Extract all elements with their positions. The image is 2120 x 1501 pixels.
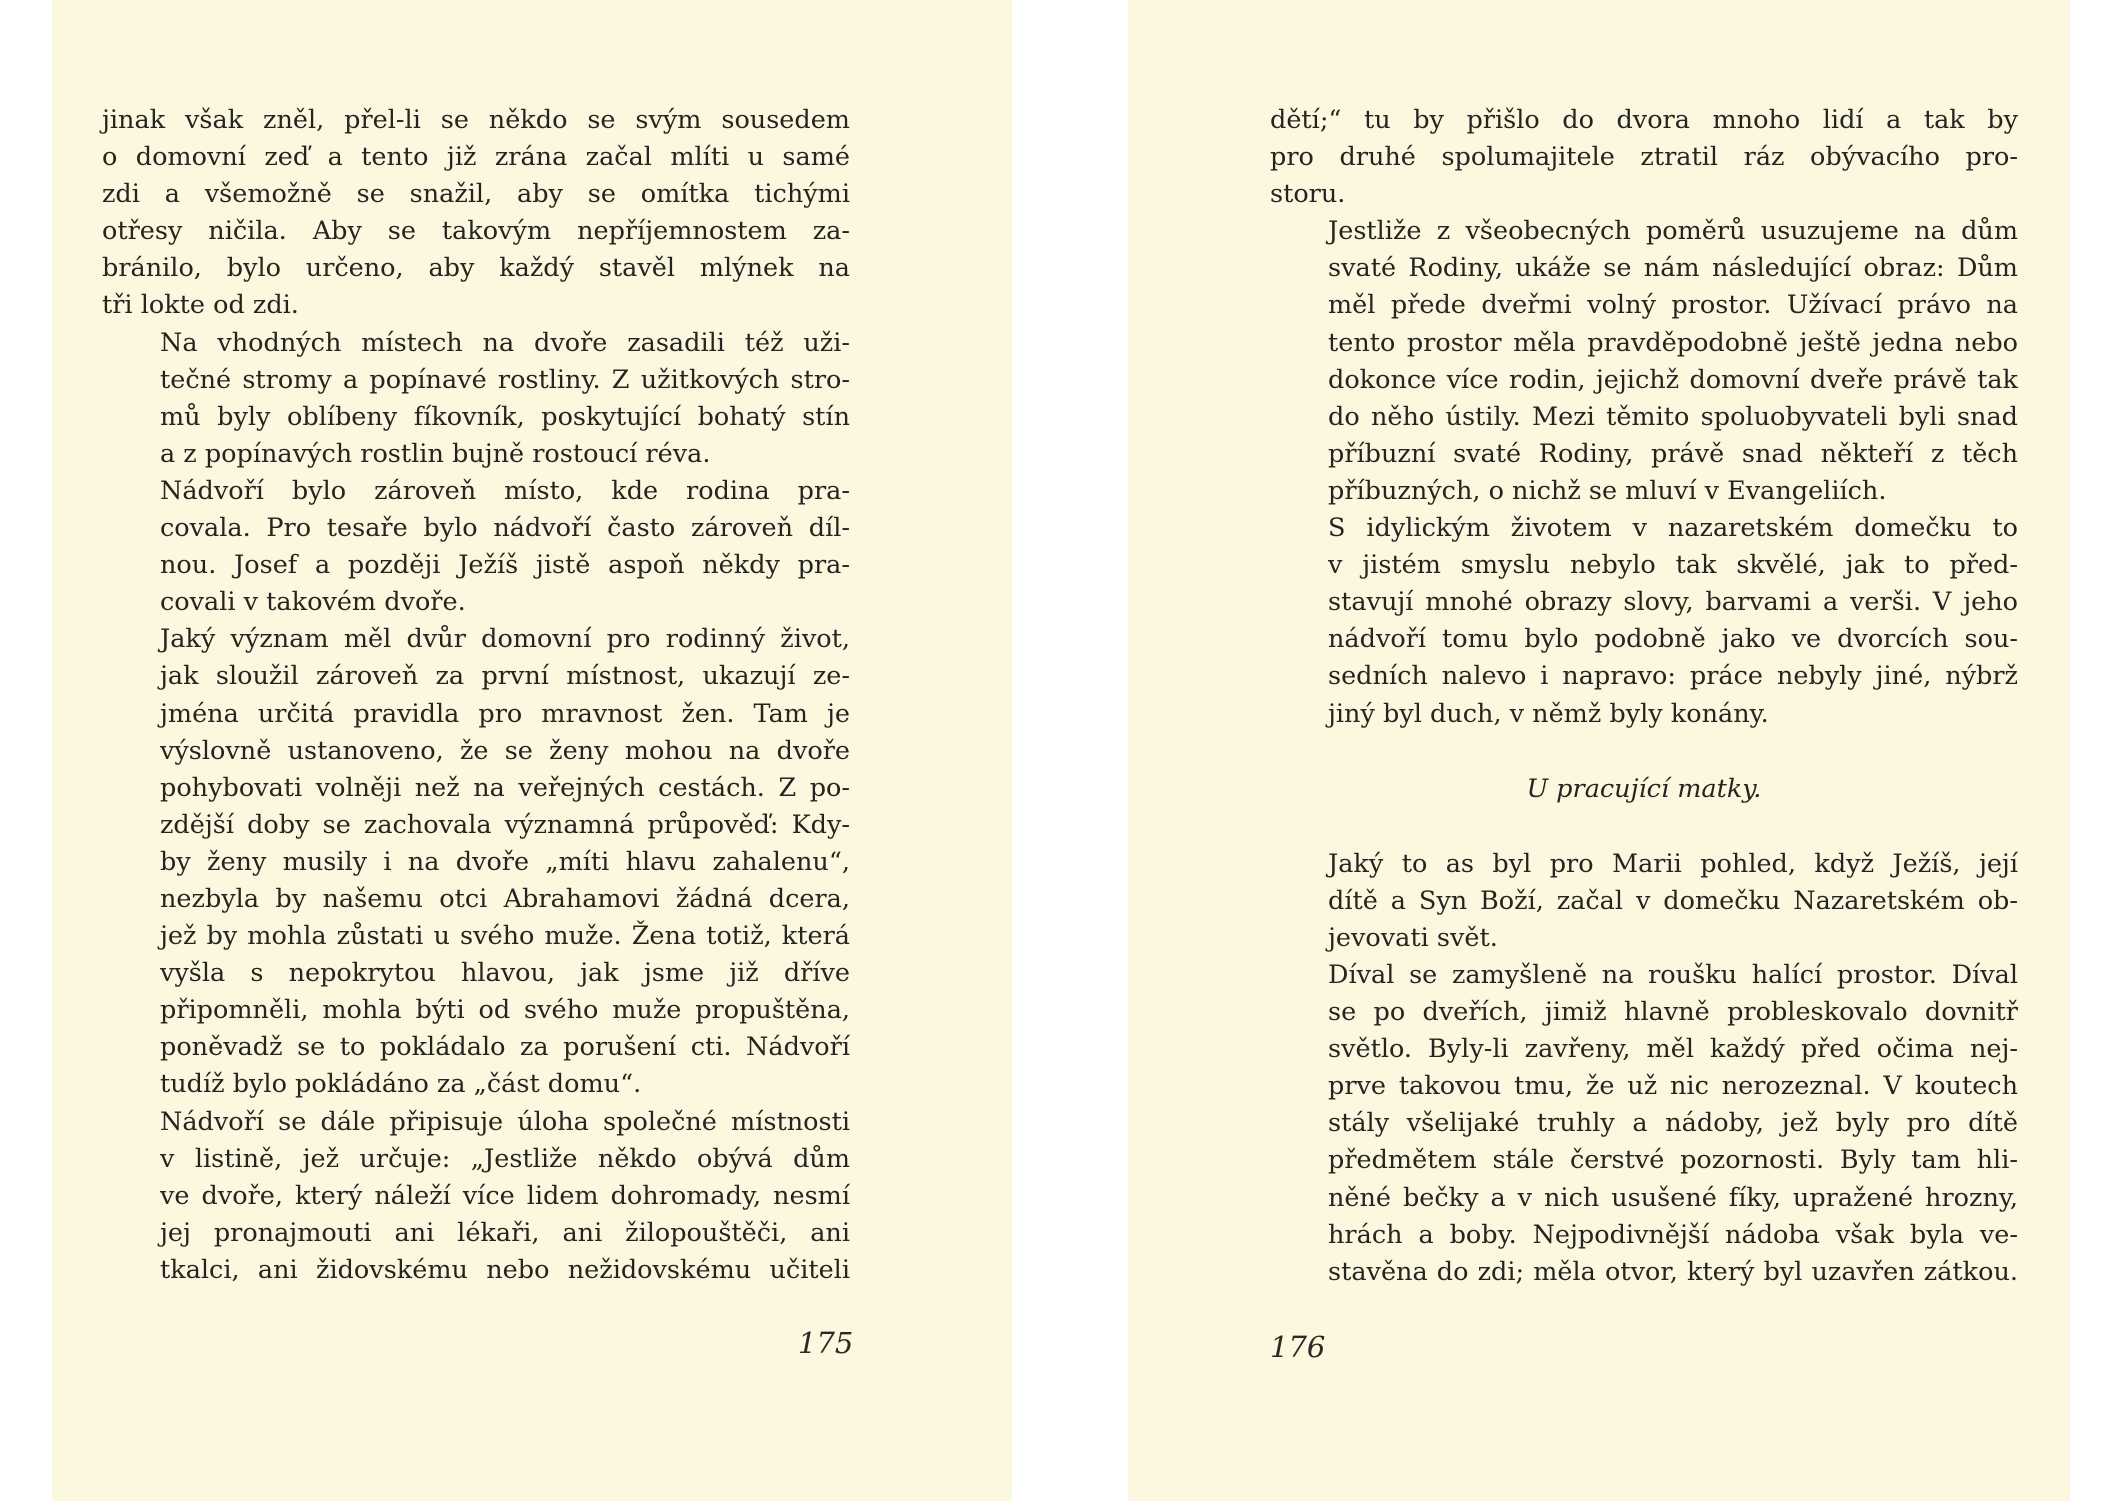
paragraph [102,102,850,325]
text-line: nádvoří tomu bylo podobně jako ve dvorcích sou- [1328,624,2018,655]
left-page-text [102,102,850,1289]
text-line: Na vhodných místech na dvoře zasadili též uži- [160,327,850,358]
paragraph [102,473,850,621]
text-line: v jistém smyslu nebylo tak skvělé, jak to před- [1328,550,2018,581]
text-line: stavují mnohé obrazy slovy, barvami a verši. V jeho [1328,587,2018,618]
text-line: sedních nalevo i napravo: práce nebyly jiné, nýbrž [1328,661,2018,692]
text-line: se po dveřích, jimiž hlavně probleskovalo dovnitř [1328,997,2018,1028]
text-line: nou. Josef a později Ježíš jistě aspoň někdy pra- [160,550,850,581]
text-line: světlo. Byly-li zavřeny, měl každý před očima nej- [1328,1034,2018,1065]
left-page [52,0,1012,1501]
text-line: vyšla s nepokrytou hlavou, jak jsme již dříve [160,958,850,989]
text-line: pohybovati volněji než na veřejných cestách. Z po- [160,772,850,803]
text-line: by ženy musily i na dvoře „míti hlavu zahalenu“, [160,846,850,877]
text-line: jej pronajmouti ani lékaři, ani žilopouštěči, ani [160,1217,850,1248]
text-line: něné bečky a v nich usušené fíky, upražené hrozny, [1328,1182,2018,1213]
text-line: mů byly oblíbeny fíkovník, poskytující bohatý stín [160,401,850,432]
text-line: pro druhé spolumajitele ztratil ráz obývacího pro- [1270,142,2018,173]
text-line: dětí;“ tu by přišlo do dvora mnoho lidí a tak by [1270,105,2018,135]
text-line: zdější doby se zachovala významná průpověď: Kdy- [160,809,850,840]
text-line: bránilo, bylo určeno, aby každý stavěl mlýnek na [102,253,850,284]
text-line: prve takovou tmu, že už nic nerozeznal. V koutech [1328,1071,2018,1102]
right-page-text [1270,102,2018,1291]
page-number-right: 176 [1270,1330,1326,1364]
text-line: Nádvoří se dále připisuje úloha společné místnosti [160,1106,850,1137]
text-line: připomněli, mohla býti od svého muže propuštěna, [160,995,850,1026]
text-line: stavěna do zdi; měla otvor, který byl uzavřen zátkou. [1328,1256,2018,1287]
text-line: dokonce více rodin, jejichž domovní dveře právě tak [1328,364,2018,395]
text-line: Jestliže z všeobecných poměrů usuzujeme na dům [1328,216,2018,247]
text-line: předmětem stále čerstvé pozornosti. Byly tam hli- [1328,1145,2018,1176]
text-line: tkalci, ani židovskému nebo nežidovskému učiteli [160,1254,850,1285]
text-line: Jaký význam měl dvůr domovní pro rodinný život, [160,624,850,655]
text-line: covali v takovém dvoře. [160,587,466,618]
text-line: jak sloužil zároveň za první místnost, ukazují ze- [160,661,850,692]
paragraph [1270,846,2018,957]
text-line: měl přede dveřmi volný prostor. Užívací právo na [1328,290,2018,321]
page-number-left: 175 [798,1326,854,1360]
right-page [1128,0,2070,1501]
text-line: poněvadž se to pokládalo za porušení cti. Nádvoří [160,1032,850,1063]
text-line: příbuzných, o nichž se mluví v Evangeliích. [1328,475,1887,506]
text-line: jiný byl duch, v němž byly konány. [1328,698,1769,729]
paragraph [1270,510,2018,733]
text-line: ve dvoře, který náleží více lidem dohromady, nesmí [160,1180,850,1211]
paragraph [102,325,850,473]
text-line: zdi a všemožně se snažil, aby se omítka tichými [102,179,850,210]
text-line: stály všelijaké truhly a nádoby, jež byly pro dítě [1328,1108,2018,1139]
text-line: výslovně ustanoveno, že se ženy mohou na dvoře [160,735,850,766]
paragraph [1270,213,2018,510]
text-line: a z popínavých rostlin bujně rostoucí réva. [160,438,711,469]
text-line: Jaký to as byl pro Marii pohled, když Ježíš, její [1328,848,2018,879]
text-line: tento prostor měla pravděpodobně ještě jedna nebo [1328,327,2018,358]
text-line: v listině, jež určuje: „Jestliže někdo obývá dům [160,1143,850,1174]
text-line: jež by mohla zůstati u svého muže. Žena totiž, která [160,921,850,952]
text-line: tři lokte od zdi. [102,290,299,321]
text-line: storu. [1270,179,1346,210]
text-line: tečné stromy a popínavé rostliny. Z užitkových stro- [160,364,850,395]
text-line: covala. Pro tesaře bylo nádvoří často zároveň díl- [160,513,850,544]
paragraph [1270,102,2018,213]
text-line: hrách a boby. Nejpodivnější nádoba však byla ve- [1328,1219,2018,1250]
text-line: příbuzní svaté Rodiny, právě snad někteří z těch [1328,438,2018,469]
text-line: Nádvoří bylo zároveň místo, kde rodina pra- [160,475,850,506]
paragraph [102,621,850,1103]
paragraph [1270,957,2018,1291]
text-line: do něho ústily. Mezi těmito spoluobyvateli byli snad [1328,401,2018,432]
section-heading: U pracující matky. [1526,773,1762,804]
text-line: Díval se zamyšleně na roušku halící prostor. Díval [1328,959,2018,990]
text-line: o domovní zeď a tento již zrána začal mlíti u samé [102,142,850,173]
text-line: otřesy ničila. Aby se takovým nepříjemnostem za- [102,216,850,247]
text-line: nezbyla by našemu otci Abrahamovi žádná dcera, [160,883,850,914]
paragraph [102,1104,850,1289]
text-line: svaté Rodiny, ukáže se nám následující obraz: Dům [1328,253,2018,284]
text-line: jinak však zněl, přel-li se někdo se svým sousedem [102,105,850,135]
text-line: jména určitá pravidla pro mravnost žen. Tam je [160,698,850,729]
text-line: jevovati svět. [1328,922,1498,953]
text-line: tudíž bylo pokládáno za „část domu“. [160,1069,642,1100]
text-line: dítě a Syn Boží, začal v domečku Nazaretském ob- [1328,885,2018,916]
text-line: S idylickým životem v nazaretském domečku to [1328,513,2018,544]
